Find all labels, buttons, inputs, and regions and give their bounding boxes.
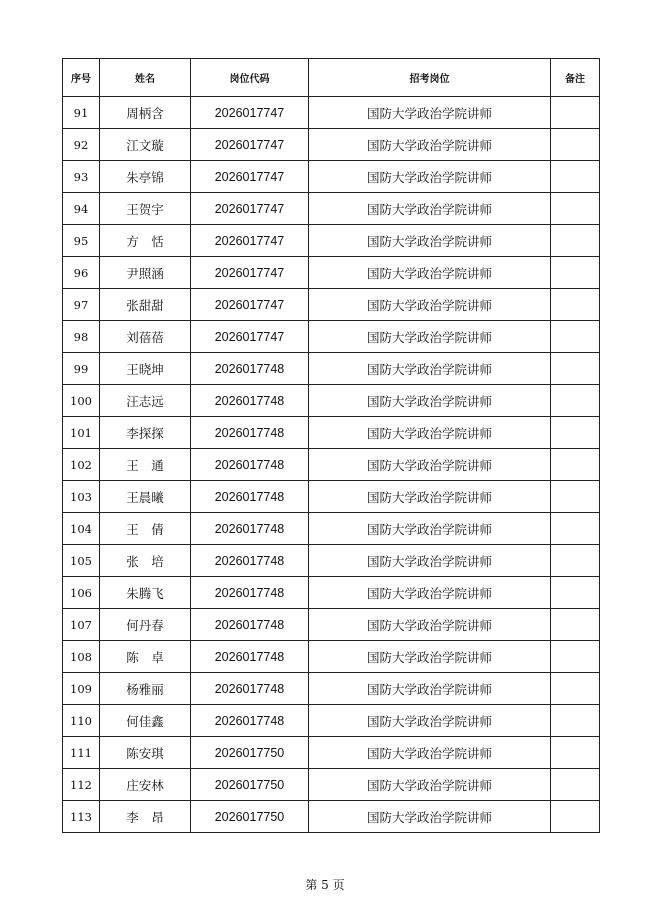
table-row xyxy=(63,97,600,129)
table-row xyxy=(63,513,600,545)
cell-position: 国防大学政治学院讲师 xyxy=(309,673,551,705)
cell-code: 2026017747 xyxy=(191,161,309,193)
cell-remark xyxy=(551,225,600,257)
cell-code: 2026017747 xyxy=(191,289,309,321)
cell-remark xyxy=(551,609,600,641)
cell-code: 2026017748 xyxy=(191,481,309,513)
cell-position: 国防大学政治学院讲师 xyxy=(309,609,551,641)
cell-remark xyxy=(551,481,600,513)
cell-code: 2026017748 xyxy=(191,513,309,545)
cell-no: 110 xyxy=(63,705,100,737)
table-row xyxy=(63,641,600,673)
cell-name: 李探探 xyxy=(100,417,191,449)
cell-name: 王 通 xyxy=(100,449,191,481)
table-row xyxy=(63,385,600,417)
cell-no: 107 xyxy=(63,609,100,641)
table-row xyxy=(63,609,600,641)
cell-name: 朱亭锦 xyxy=(100,161,191,193)
cell-position: 国防大学政治学院讲师 xyxy=(309,513,551,545)
cell-name: 陈 卓 xyxy=(100,641,191,673)
table-row xyxy=(63,257,600,289)
cell-name: 尹照涵 xyxy=(100,257,191,289)
cell-position: 国防大学政治学院讲师 xyxy=(309,449,551,481)
cell-code: 2026017748 xyxy=(191,417,309,449)
cell-position: 国防大学政治学院讲师 xyxy=(309,97,551,129)
cell-name: 王晓坤 xyxy=(100,353,191,385)
candidate-table-container xyxy=(62,58,599,833)
cell-remark xyxy=(551,289,600,321)
table-row xyxy=(63,353,600,385)
cell-remark xyxy=(551,705,600,737)
table-row xyxy=(63,769,600,801)
table-row xyxy=(63,737,600,769)
cell-remark xyxy=(551,769,600,801)
cell-remark xyxy=(551,161,600,193)
cell-name: 何佳鑫 xyxy=(100,705,191,737)
cell-no: 93 xyxy=(63,161,100,193)
cell-no: 106 xyxy=(63,577,100,609)
cell-remark xyxy=(551,673,600,705)
table-row xyxy=(63,545,600,577)
table-row xyxy=(63,417,600,449)
cell-code: 2026017748 xyxy=(191,705,309,737)
cell-name: 杨雅丽 xyxy=(100,673,191,705)
cell-position: 国防大学政治学院讲师 xyxy=(309,705,551,737)
table-row xyxy=(63,801,600,833)
cell-position: 国防大学政治学院讲师 xyxy=(309,225,551,257)
table-row xyxy=(63,289,600,321)
cell-remark xyxy=(551,353,600,385)
cell-position: 国防大学政治学院讲师 xyxy=(309,801,551,833)
table-row xyxy=(63,481,600,513)
table-row xyxy=(63,321,600,353)
cell-name: 朱腾飞 xyxy=(100,577,191,609)
cell-name: 周柄含 xyxy=(100,97,191,129)
cell-position: 国防大学政治学院讲师 xyxy=(309,289,551,321)
cell-code: 2026017747 xyxy=(191,225,309,257)
cell-remark xyxy=(551,97,600,129)
cell-remark xyxy=(551,545,600,577)
cell-code: 2026017750 xyxy=(191,737,309,769)
cell-name: 江文璇 xyxy=(100,129,191,161)
cell-position: 国防大学政治学院讲师 xyxy=(309,641,551,673)
candidate-table xyxy=(62,58,600,833)
cell-no: 104 xyxy=(63,513,100,545)
table-row xyxy=(63,225,600,257)
cell-remark xyxy=(551,577,600,609)
cell-position: 国防大学政治学院讲师 xyxy=(309,321,551,353)
cell-position: 国防大学政治学院讲师 xyxy=(309,417,551,449)
cell-remark xyxy=(551,801,600,833)
cell-no: 97 xyxy=(63,289,100,321)
cell-no: 99 xyxy=(63,353,100,385)
cell-no: 91 xyxy=(63,97,100,129)
cell-code: 2026017748 xyxy=(191,609,309,641)
cell-no: 105 xyxy=(63,545,100,577)
table-row xyxy=(63,705,600,737)
cell-remark xyxy=(551,641,600,673)
cell-code: 2026017748 xyxy=(191,673,309,705)
cell-position: 国防大学政治学院讲师 xyxy=(309,545,551,577)
table-row xyxy=(63,193,600,225)
cell-remark xyxy=(551,257,600,289)
cell-code: 2026017750 xyxy=(191,801,309,833)
table-header-row xyxy=(63,59,600,97)
header-code: 岗位代码 xyxy=(191,59,309,97)
header-position: 招考岗位 xyxy=(309,59,551,97)
cell-name: 王 倩 xyxy=(100,513,191,545)
cell-position: 国防大学政治学院讲师 xyxy=(309,161,551,193)
cell-no: 95 xyxy=(63,225,100,257)
cell-name: 汪志远 xyxy=(100,385,191,417)
cell-remark xyxy=(551,385,600,417)
cell-name: 张甜甜 xyxy=(100,289,191,321)
cell-position: 国防大学政治学院讲师 xyxy=(309,481,551,513)
cell-position: 国防大学政治学院讲师 xyxy=(309,769,551,801)
table-row xyxy=(63,161,600,193)
cell-remark xyxy=(551,129,600,161)
cell-no: 96 xyxy=(63,257,100,289)
cell-no: 103 xyxy=(63,481,100,513)
table-row xyxy=(63,449,600,481)
cell-no: 92 xyxy=(63,129,100,161)
cell-position: 国防大学政治学院讲师 xyxy=(309,737,551,769)
cell-no: 102 xyxy=(63,449,100,481)
cell-code: 2026017747 xyxy=(191,193,309,225)
cell-remark xyxy=(551,513,600,545)
cell-code: 2026017750 xyxy=(191,769,309,801)
cell-name: 刘蓓蓓 xyxy=(100,321,191,353)
cell-code: 2026017747 xyxy=(191,129,309,161)
cell-code: 2026017748 xyxy=(191,449,309,481)
cell-no: 111 xyxy=(63,737,100,769)
cell-position: 国防大学政治学院讲师 xyxy=(309,129,551,161)
cell-remark xyxy=(551,449,600,481)
cell-no: 101 xyxy=(63,417,100,449)
cell-position: 国防大学政治学院讲师 xyxy=(309,577,551,609)
cell-code: 2026017748 xyxy=(191,577,309,609)
cell-code: 2026017748 xyxy=(191,545,309,577)
cell-code: 2026017748 xyxy=(191,641,309,673)
cell-position: 国防大学政治学院讲师 xyxy=(309,257,551,289)
header-no: 序号 xyxy=(63,59,100,97)
table-row xyxy=(63,673,600,705)
cell-no: 112 xyxy=(63,769,100,801)
cell-no: 109 xyxy=(63,673,100,705)
table-row xyxy=(63,129,600,161)
cell-code: 2026017747 xyxy=(191,97,309,129)
cell-name: 李 昂 xyxy=(100,801,191,833)
cell-name: 张 培 xyxy=(100,545,191,577)
header-name: 姓名 xyxy=(100,59,191,97)
cell-remark xyxy=(551,417,600,449)
cell-remark xyxy=(551,193,600,225)
table-body xyxy=(63,97,600,833)
cell-name: 王贺宇 xyxy=(100,193,191,225)
cell-no: 113 xyxy=(63,801,100,833)
cell-remark xyxy=(551,321,600,353)
cell-code: 2026017748 xyxy=(191,385,309,417)
cell-remark xyxy=(551,737,600,769)
cell-name: 何丹春 xyxy=(100,609,191,641)
table-row xyxy=(63,577,600,609)
cell-position: 国防大学政治学院讲师 xyxy=(309,385,551,417)
cell-code: 2026017748 xyxy=(191,353,309,385)
cell-code: 2026017747 xyxy=(191,321,309,353)
cell-position: 国防大学政治学院讲师 xyxy=(309,193,551,225)
cell-no: 94 xyxy=(63,193,100,225)
cell-name: 陈安琪 xyxy=(100,737,191,769)
header-remark: 备注 xyxy=(551,59,600,97)
cell-no: 100 xyxy=(63,385,100,417)
cell-code: 2026017747 xyxy=(191,257,309,289)
cell-name: 王晨曦 xyxy=(100,481,191,513)
cell-name: 庄安林 xyxy=(100,769,191,801)
cell-no: 98 xyxy=(63,321,100,353)
cell-name: 方 恬 xyxy=(100,225,191,257)
cell-position: 国防大学政治学院讲师 xyxy=(309,353,551,385)
page-number: 第 5 页 xyxy=(305,878,345,892)
cell-no: 108 xyxy=(63,641,100,673)
